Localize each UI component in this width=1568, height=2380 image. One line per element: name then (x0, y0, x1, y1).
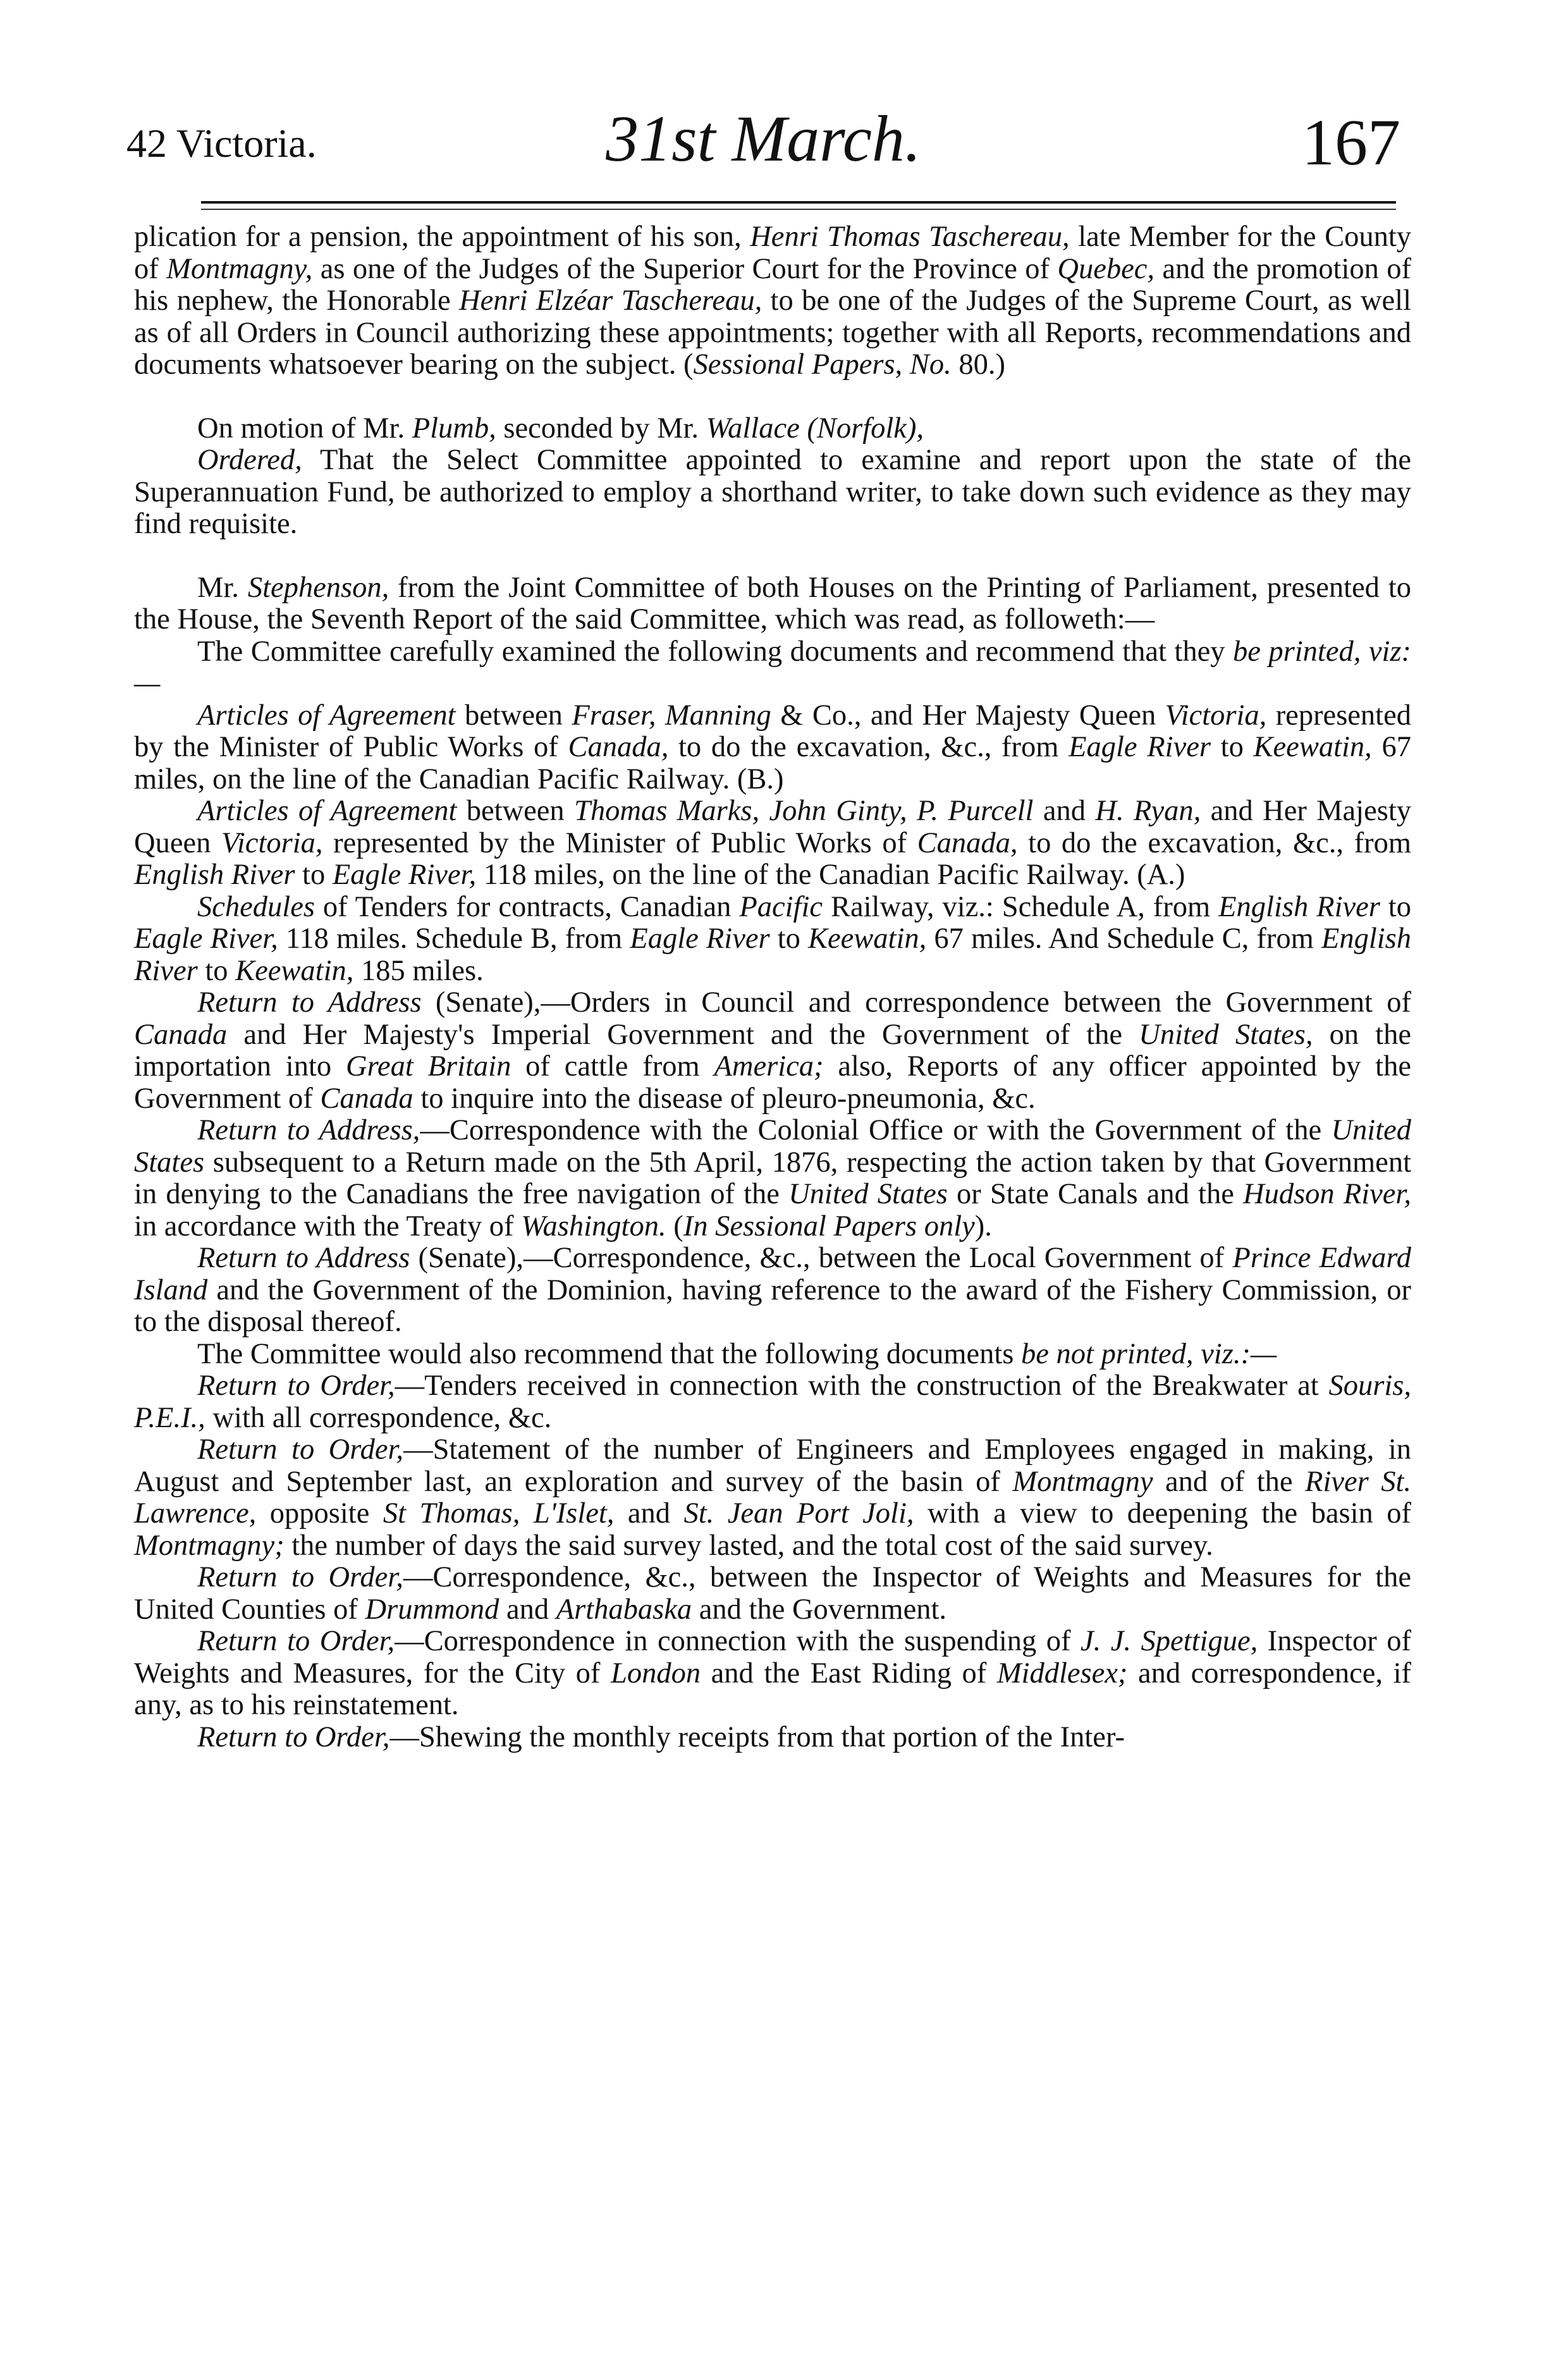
text-run: 67 miles. And Schedule C, from (926, 923, 1321, 955)
italic-text: H. Ryan, (1095, 795, 1201, 827)
italic-text: Return to Address (197, 1242, 410, 1274)
italic-text: Victoria, (1165, 699, 1267, 732)
italic-text: Montmagny (1012, 1465, 1153, 1498)
italic-text: Sessional Papers, No. (693, 348, 952, 381)
italic-text: Prince Edward Island (134, 1242, 1411, 1306)
italic-text: Articles of Agreement (197, 699, 456, 732)
italic-text: English River (134, 859, 295, 891)
text-run: to (1210, 731, 1254, 763)
italic-text: be not printed, viz.:— (1021, 1337, 1277, 1370)
text-run: and (614, 1497, 684, 1530)
italic-text: Souris, P.E.I., (134, 1370, 1411, 1434)
italic-text: J. J. Spettigue, (1081, 1625, 1258, 1657)
text-run: Mr. (197, 571, 248, 604)
text-run: 80.) (951, 348, 1005, 381)
italic-text: Quebec, (1057, 252, 1155, 285)
italic-text: Eagle River, (134, 923, 278, 955)
italic-text: Wallace (Norfolk), (706, 412, 924, 445)
italic-text: St Thomas, L'Islet, (383, 1497, 615, 1530)
paragraph (134, 892, 1411, 988)
italic-text: Washington. (521, 1210, 666, 1242)
journal-body-text (134, 221, 1411, 1753)
italic-text: River St. Lawrence, (134, 1465, 1412, 1530)
italic-text: Return to Order, (197, 1625, 395, 1657)
italic-text: United States (788, 1178, 948, 1210)
italic-text: Middlesex; (996, 1657, 1128, 1690)
text-run: (Senate),—Correspondence, &c., between the Local Government of (410, 1242, 1233, 1274)
italic-text: be printed, viz:— (134, 635, 1411, 699)
italic-text: United States (134, 1114, 1411, 1179)
text-run: The Committee would also recommend that the following documents (197, 1337, 1022, 1370)
text-run: and (499, 1593, 556, 1626)
text-run: between (455, 699, 572, 732)
italic-text: Canada, (917, 826, 1018, 859)
paragraph (134, 987, 1411, 1115)
paragraph (134, 636, 1411, 700)
italic-text: Drummond (365, 1593, 499, 1626)
text-run: and the East Riding of (701, 1657, 997, 1690)
italic-text: Keewatin, (807, 923, 927, 955)
text-run: The Committee carefully examined the following documents and recommend that they (197, 635, 1233, 668)
text-run: and Her Majesty's Imperial Government and the Government of the (227, 1018, 1139, 1051)
text-run: or State Canals and the (947, 1178, 1243, 1210)
text-run: to (197, 954, 236, 987)
italic-text: Henri Elzéar Taschereau, (458, 285, 763, 317)
volume-label: 42 Victoria. (126, 121, 317, 166)
italic-text: Hudson River, (1243, 1178, 1411, 1210)
italic-text: Arthabaska (556, 1593, 692, 1626)
paragraph (134, 221, 1411, 381)
text-run: (Senate),—Orders in Council and correspondence between the Government of (421, 986, 1411, 1019)
text-run: —Correspondence, &c., between the Inspector of Weights and Measures for the United Counties of (134, 1561, 1411, 1626)
date-text: 31st March. (606, 102, 921, 175)
paragraph (134, 1242, 1411, 1339)
italic-text: Return to Order, (197, 1370, 395, 1402)
text-run: —Shewing the monthly receipts from that portion of the Inter- (389, 1721, 1125, 1753)
text-run: plication for a pension, the appointment of his son, (134, 221, 750, 253)
page-header (126, 101, 1400, 190)
text-run: to (769, 923, 808, 955)
paragraph (134, 795, 1411, 892)
text-run: and (1033, 795, 1096, 827)
italic-text: Return to Address (197, 986, 422, 1019)
text-run: On motion of Mr. (197, 412, 412, 445)
text-run: 118 miles, on the line of the Canadian Pacific Railway. (A.) (476, 859, 1185, 891)
text-run: to (295, 859, 333, 891)
italic-text: Stephenson, (247, 571, 389, 604)
italic-text: In Sessional Papers only (683, 1210, 975, 1242)
italic-text: London (610, 1657, 701, 1690)
text-run: and of the (1153, 1465, 1306, 1498)
text-run: from the Joint Committee of both Houses on the Printing of Parliament, presented to the House, the Seventh Report of the said Committee, which was read, as followeth:— (134, 571, 1411, 635)
paragraph (134, 1370, 1411, 1434)
italic-text: Thomas Marks, John Ginty, P. Purcell (574, 795, 1034, 827)
paragraph (134, 1339, 1411, 1371)
text-run: and correspondence, if any, as to his reinstatement. (134, 1657, 1411, 1721)
text-run: ( (666, 1210, 683, 1242)
text-run: also, Reports of any officer appointed by the Government of (134, 1050, 1411, 1115)
paragraph (134, 572, 1411, 636)
text-run: and the Government of the Dominion, having reference to the award of the Fishery Commission, or to the disposal thereof. (134, 1273, 1411, 1338)
italic-text: Return to Address, (197, 1114, 420, 1146)
text-run: 185 miles. (353, 954, 484, 987)
italic-text: Eagle River (630, 923, 770, 955)
italic-text: Henri Thomas Taschereau, (750, 221, 1070, 253)
text-run: represented by the Minister of Public Works of (134, 699, 1411, 763)
text-run: ). (974, 1210, 992, 1242)
text-run: of cattle from (511, 1050, 714, 1083)
paragraph (134, 1562, 1411, 1626)
text-run: and the promotion of his nephew, the Honorable (134, 252, 1411, 317)
text-run: to (1380, 890, 1411, 923)
paragraph (134, 1434, 1411, 1562)
text-run: Inspector of Weights and Measures, for the City of (134, 1625, 1411, 1690)
text-run: as one of the Judges of the Superior Court for the Province of (312, 252, 1058, 285)
paragraph (134, 413, 1411, 445)
header-rule-thin (201, 209, 1396, 210)
italic-text: Great Britain (345, 1050, 511, 1083)
italic-text: St. Jean Port Joli, (683, 1497, 914, 1530)
italic-text: Montmagny; (134, 1529, 285, 1562)
italic-text: United States, (1139, 1018, 1313, 1051)
text-run: with a view to deepening the basin of (914, 1497, 1412, 1530)
italic-text: English River (134, 923, 1412, 987)
text-run: represented by the Minister of Public Works of (322, 826, 917, 859)
italic-text: Return to Order, (197, 1561, 403, 1593)
italic-text: Canada (134, 1018, 228, 1051)
text-run: subsequent to a Return made on the 5th April, 1876, respecting the action taken by that Government in denying to the Canadians the free navigation of the (134, 1146, 1411, 1210)
text-run: opposite (256, 1497, 383, 1530)
italic-text: Schedules (197, 890, 315, 923)
italic-text: Eagle River (1069, 731, 1211, 763)
text-run: to be one of the Judges of the Supreme Court, as well as of all Orders in Council authorizing these appointments; together with all Reports, recommendations and documents whatsoever bearing on the subject. ( (134, 285, 1411, 381)
text-run: to do the excavation, &c., from (668, 731, 1069, 763)
text-run: —Statement of the number of Engineers and Employees engaged in making, in August and September last, an exploration and survey of the basin of (134, 1433, 1411, 1498)
paragraph (134, 445, 1411, 541)
italic-text: Ordered, (197, 444, 302, 476)
text-run: on the importation into (134, 1018, 1411, 1083)
italic-text: Return to Order, (197, 1433, 404, 1466)
italic-text: Articles of Agreement (197, 795, 457, 827)
italic-text: Fraser, Manning (572, 699, 771, 732)
italic-text: America; (714, 1050, 824, 1083)
text-run: between (456, 795, 575, 827)
text-run: seconded by Mr. (496, 412, 706, 445)
italic-text: Plumb, (412, 412, 496, 445)
italic-text: English River (1218, 890, 1380, 923)
text-run: That the Select Committee appointed to examine and report upon the state of the Superannuation Fund, be authorized to employ a shorthand writer, to take down such evidence as they may find requisite. (134, 444, 1411, 540)
text-run: to inquire into the disease of pleuro-pneumonia, &c. (413, 1082, 1036, 1115)
paragraph (134, 700, 1411, 796)
text-run: of Tenders for contracts, Canadian (314, 890, 740, 923)
italic-text: Canada, (568, 731, 669, 763)
text-run: and the Government. (692, 1593, 947, 1626)
text-run: —Correspondence in connection with the suspending of (395, 1625, 1081, 1657)
paragraph (134, 1626, 1411, 1722)
text-run: 67 miles, on the line of the Canadian Pacific Railway. (B.) (134, 731, 1412, 795)
text-run: and Her Majesty Queen (134, 795, 1411, 859)
italic-text: Montmagny, (166, 252, 313, 285)
italic-text: Keewatin, (235, 954, 354, 987)
italic-text: Pacific (739, 890, 823, 923)
text-run: to do the excavation, &c., from (1017, 826, 1412, 859)
italic-text: Eagle River, (332, 859, 477, 891)
text-run: with all correspondence, &c. (205, 1401, 552, 1434)
italic-text: Keewatin, (1253, 731, 1372, 763)
header-rule (201, 201, 1396, 204)
italic-text: Return to Order, (197, 1721, 390, 1753)
text-run: —Correspondence with the Colonial Office or with the Government of the (420, 1114, 1332, 1146)
page-number: 167 (1302, 106, 1400, 179)
text-run: Railway, viz.: Schedule A, from (823, 890, 1219, 923)
text-run: 118 miles. Schedule B, from (278, 923, 630, 955)
text-run: & Co., and Her Majesty Queen (771, 699, 1165, 732)
text-run: —Tenders received in connection with the construction of the Breakwater at (395, 1370, 1329, 1402)
text-run: the number of days the said survey lasted, and the total cost of the said survey. (284, 1529, 1213, 1562)
italic-text: Victoria, (221, 826, 323, 859)
paragraph (134, 1115, 1411, 1242)
page-date-heading (126, 101, 1400, 176)
text-run: in accordance with the Treaty of (134, 1210, 522, 1242)
paragraph (134, 1722, 1411, 1754)
italic-text: Canada (320, 1082, 413, 1115)
text-run: late Member for the County of (134, 221, 1412, 285)
